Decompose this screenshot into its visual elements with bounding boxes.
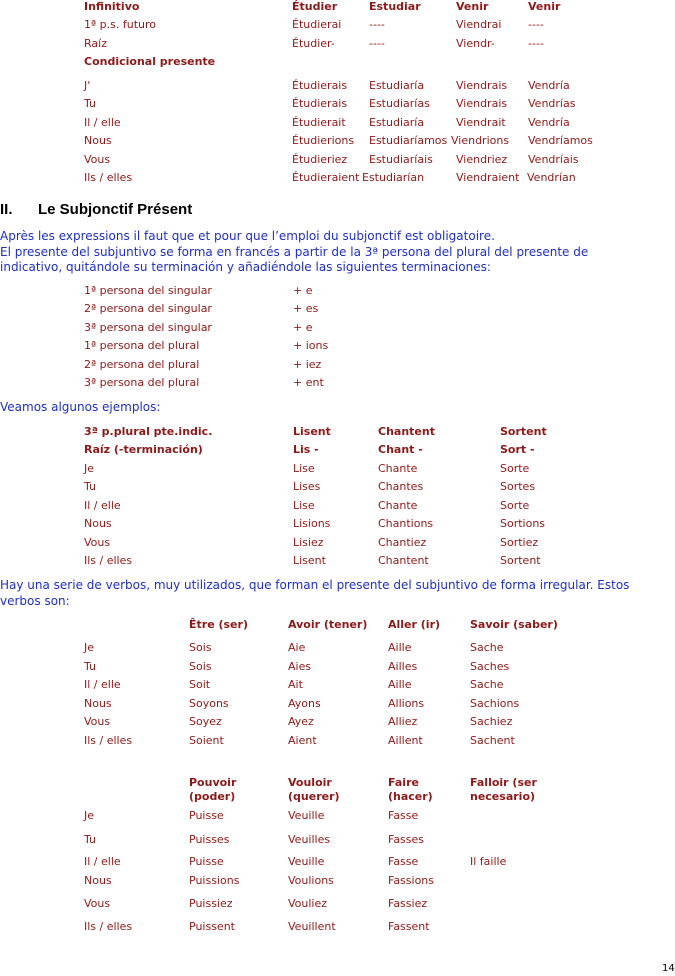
table-cell: Vous — [84, 897, 111, 910]
table-cell: + es — [293, 302, 319, 315]
table-cell: Sortiez — [500, 536, 539, 549]
table-cell: Lisiez — [293, 536, 324, 549]
table-cell: Tu — [84, 480, 97, 493]
table-cell: Aient — [288, 734, 317, 747]
section-title: Le Subjonctif Présent — [38, 201, 193, 218]
table-cell: Aie — [288, 641, 306, 654]
table-cell: Vous — [84, 536, 111, 549]
table-header-cell: Savoir (saber) — [470, 618, 558, 631]
table-cell: Veuillent — [288, 920, 336, 933]
table-header-cell: Estudiar — [369, 0, 421, 13]
irregular-intro-line: Hay una serie de verbos, muy utilizados, que forman el presente del subjuntivo de forma irregular. Estos — [0, 578, 630, 592]
table-cell: Lises — [293, 480, 321, 493]
table-cell: 2ª persona del singular — [84, 302, 212, 315]
table-cell: Estudiarían — [362, 171, 425, 184]
table-cell: Puissiez — [189, 897, 233, 910]
table-cell: Soyez — [189, 715, 222, 728]
table-cell: Fasse — [388, 855, 419, 868]
table-cell: + ent — [293, 376, 324, 389]
table-cell: Tu — [84, 97, 97, 110]
table-cell: Viendriez — [456, 153, 508, 166]
table-cell: Sois — [189, 660, 212, 673]
table-cell: Étudierions — [292, 134, 355, 147]
table-cell: J' — [84, 79, 91, 92]
table-cell: Viendrions — [451, 134, 510, 147]
table-cell: Chantent — [378, 554, 429, 567]
table-cell: + iez — [293, 358, 322, 371]
table-cell: Nous — [84, 517, 112, 530]
table-cell: Soient — [189, 734, 224, 747]
table-cell: Puissions — [189, 874, 240, 887]
table-cell: Sachiez — [470, 715, 513, 728]
table-cell: Puissent — [189, 920, 235, 933]
table-cell: Chantiez — [378, 536, 427, 549]
irregular-intro-line: verbos son: — [0, 594, 70, 608]
table-cell: Étudierais — [292, 79, 348, 92]
table-cell: Sois — [189, 641, 212, 654]
table-cell: Il / elle — [84, 116, 121, 129]
table-cell: Sortions — [500, 517, 546, 530]
table-cell: Estudiaríais — [369, 153, 433, 166]
table-cell: Sache — [470, 641, 504, 654]
table-cell: Étudierait — [292, 116, 346, 129]
table-cell: Nous — [84, 697, 112, 710]
table-header-cell: Faire — [388, 776, 419, 789]
table-cell: Il / elle — [84, 855, 121, 868]
table-cell: Sorte — [500, 462, 530, 475]
table-header-cell: Sortent — [500, 425, 547, 438]
table-cell: 3ª persona del singular — [84, 321, 212, 334]
table-cell: 1ª persona del plural — [84, 339, 200, 352]
table-header-cell: Pouvoir — [189, 776, 237, 789]
table-cell: Ils / elles — [84, 920, 133, 933]
table-cell: Sorte — [500, 499, 530, 512]
table-cell: Vendríamos — [528, 134, 593, 147]
table-cell: Chante — [378, 462, 418, 475]
table-cell: Il faille — [470, 855, 507, 868]
intro-paragraph-line: indicativo, quitándole su terminación y añadiéndole las siguientes terminaciones: — [0, 260, 491, 274]
table-cell: Veuilles — [288, 833, 331, 846]
table-cell: Viendrais — [456, 97, 508, 110]
table-cell: 1ª p.s. futuro — [84, 18, 157, 31]
table-header-cell: Aller (ir) — [388, 618, 441, 631]
table-header-cell: Chant - — [378, 443, 423, 456]
table-cell: Saches — [470, 660, 510, 673]
table-cell: Raíz — [84, 37, 107, 50]
table-cell: Tu — [84, 660, 97, 673]
page-number: 14 — [662, 963, 675, 974]
table-header-cell: Raíz (-terminación) — [84, 443, 203, 456]
section-number: II. — [0, 201, 13, 218]
table-cell: Tu — [84, 833, 97, 846]
table-cell: + ions — [293, 339, 329, 352]
table-cell: Voulions — [288, 874, 334, 887]
table-cell: ---- — [528, 18, 544, 31]
table-cell: Soyons — [189, 697, 229, 710]
table-header-cell: Sort - — [500, 443, 535, 456]
table-cell: Nous — [84, 874, 112, 887]
table-cell: Sortes — [500, 480, 536, 493]
table-cell: Sachions — [470, 697, 520, 710]
table-cell: Étudieriez — [292, 153, 348, 166]
table-cell: Estudiarías — [369, 97, 430, 110]
table-cell: Étudierais — [292, 97, 348, 110]
table-cell: Puisse — [189, 809, 224, 822]
table-cell: Ayons — [288, 697, 321, 710]
table-cell: ---- — [369, 37, 385, 50]
table-cell: Vous — [84, 153, 111, 166]
table-cell: Je — [84, 641, 95, 654]
table-cell: Lise — [293, 462, 315, 475]
table-cell: Lise — [293, 499, 315, 512]
table-header-cell: Infinitivo — [84, 0, 140, 13]
table-cell: Viendrait — [456, 116, 506, 129]
table-cell: Ils / elles — [84, 554, 133, 567]
table-cell: + e — [293, 284, 313, 297]
table-cell: Viendraient — [456, 171, 520, 184]
table-cell: Vendrías — [528, 97, 576, 110]
table-cell: Viendrai — [456, 18, 502, 31]
table-cell: Lisent — [293, 554, 326, 567]
table-cell: Aille — [388, 678, 412, 691]
table-header-cell: (poder) — [189, 790, 236, 803]
table-header-cell: Venir — [528, 0, 561, 13]
table-cell: Je — [84, 809, 95, 822]
table-cell: Veuille — [288, 809, 325, 822]
table-header-cell: Lis - — [293, 443, 319, 456]
table-cell: Viendr- — [456, 37, 495, 50]
table-header-cell: Falloir (ser — [470, 776, 537, 789]
table-cell: Viendrais — [456, 79, 508, 92]
table-cell: Veuille — [288, 855, 325, 868]
table-header-cell: Avoir (tener) — [288, 618, 368, 631]
table-cell: Ait — [288, 678, 303, 691]
table-cell: Estudiaría — [369, 116, 425, 129]
table-cell: Aies — [288, 660, 312, 673]
table-cell: Alliez — [388, 715, 418, 728]
table-cell: Nous — [84, 134, 112, 147]
table-cell: Étudier- — [292, 37, 335, 50]
table-header-cell: Lisent — [293, 425, 331, 438]
table-header-cell: Vouloir — [288, 776, 332, 789]
table-cell: Fassiez — [388, 897, 428, 910]
table-cell: Puisse — [189, 855, 224, 868]
table-cell: 1ª persona del singular — [84, 284, 212, 297]
examples-intro: Veamos algunos ejemplos: — [0, 400, 161, 414]
table-cell: Sache — [470, 678, 504, 691]
table-cell: Chantions — [378, 517, 434, 530]
table-cell: Il / elle — [84, 499, 121, 512]
intro-paragraph-line: Après les expressions il faut que et pour que l’emploi du subjonctif est obligatoire. — [0, 229, 495, 243]
table-cell: Estudiaríamos — [369, 134, 448, 147]
table-cell: Estudiaría — [369, 79, 425, 92]
table-header-cell: (querer) — [288, 790, 340, 803]
table-cell: Ailles — [388, 660, 418, 673]
table-cell: Ils / elles — [84, 734, 133, 747]
table-cell: 3ª persona del plural — [84, 376, 200, 389]
table-cell: Aille — [388, 641, 412, 654]
table-cell: Fassions — [388, 874, 435, 887]
table-cell: Fassent — [388, 920, 430, 933]
table-cell: Vous — [84, 715, 111, 728]
table-cell: Chante — [378, 499, 418, 512]
table-cell: Vendríais — [528, 153, 579, 166]
table-cell: Vendrían — [527, 171, 576, 184]
table-cell: Puisses — [189, 833, 230, 846]
table-cell: ---- — [528, 37, 544, 50]
table-cell: Je — [84, 462, 95, 475]
table-header-cell: 3ª p.plural pte.indic. — [84, 425, 213, 438]
table-cell: Étudieraient — [292, 171, 360, 184]
table-header-cell: Étudier — [292, 0, 338, 13]
table-header-cell: Chantent — [378, 425, 435, 438]
table-cell: Allions — [388, 697, 425, 710]
table-cell: Sortent — [500, 554, 541, 567]
section-label: Condicional presente — [84, 55, 216, 68]
table-cell: Étudierai — [292, 18, 342, 31]
table-header-cell: Être (ser) — [189, 618, 248, 631]
table-cell: Vendría — [528, 116, 570, 129]
table-cell: Chantes — [378, 480, 424, 493]
table-cell: Lisions — [293, 517, 331, 530]
table-cell: 2ª persona del plural — [84, 358, 200, 371]
table-cell: Ayez — [288, 715, 314, 728]
table-cell: Fasse — [388, 809, 419, 822]
table-cell: Ils / elles — [84, 171, 133, 184]
table-cell: Aillent — [388, 734, 423, 747]
table-cell: + e — [293, 321, 313, 334]
table-cell: Il / elle — [84, 678, 121, 691]
table-cell: Fasses — [388, 833, 425, 846]
table-cell: Vendría — [528, 79, 570, 92]
table-cell: Soit — [189, 678, 211, 691]
table-cell: ---- — [369, 18, 385, 31]
table-header-cell: (hacer) — [388, 790, 433, 803]
table-header-cell: necesario) — [470, 790, 536, 803]
table-header-cell: Venir — [456, 0, 489, 13]
table-cell: Sachent — [470, 734, 515, 747]
table-cell: Vouliez — [288, 897, 328, 910]
intro-paragraph-line: El presente del subjuntivo se forma en francés a partir de la 3ª persona del plural del presente de — [0, 245, 589, 259]
